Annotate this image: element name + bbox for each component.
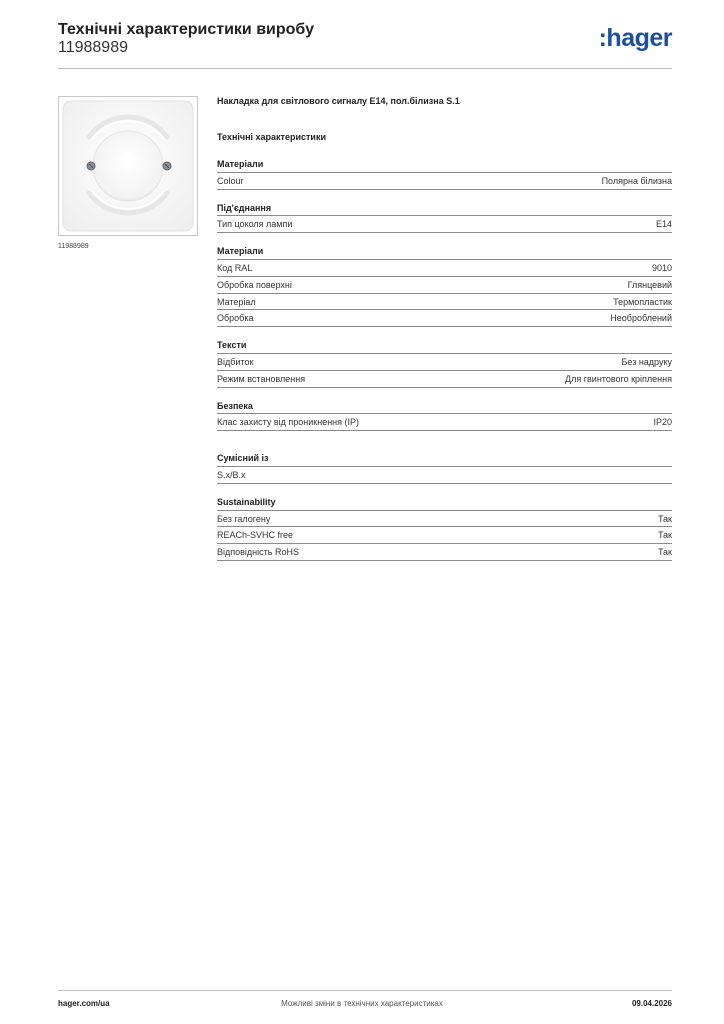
spec-value: Так <box>657 547 672 558</box>
group-title: Матеріали <box>217 159 672 173</box>
spec-row <box>217 277 672 294</box>
spec-value: Глянцевий <box>627 279 672 290</box>
spec-label: Тип цоколя лампи <box>217 219 293 230</box>
spec-heading: Технічні характеристики <box>217 132 326 142</box>
spec-value: Без надруку <box>621 356 672 367</box>
page-title: Технічні характеристики виробу <box>58 21 314 38</box>
product-image <box>58 96 198 236</box>
spec-row <box>217 371 672 388</box>
group-title: Тексти <box>217 340 672 354</box>
spec-row <box>217 527 672 544</box>
group-title: Матеріали <box>217 246 672 260</box>
product-name: Накладка для світлового сигналу E14, пол.білизна S.1 <box>217 96 460 106</box>
footer-date: 09.04.2026 <box>631 999 672 1008</box>
spec-value: Так <box>657 530 672 541</box>
spec-row <box>217 467 672 484</box>
spec-value: Полярна білизна <box>601 175 672 186</box>
group-title: Безпека <box>217 401 672 415</box>
spec-label: Режим встановлення <box>217 373 306 384</box>
spec-row <box>217 310 672 327</box>
spec-label: Клас захисту від проникнення (IP) <box>217 417 360 428</box>
spec-label: Відбиток <box>217 356 254 367</box>
spec-row <box>217 216 672 233</box>
footer-notice: Можливі зміни в технічних характеристиках <box>281 999 443 1008</box>
spec-row <box>217 354 672 371</box>
spec-group-safety <box>217 401 672 432</box>
spec-label: Обробка поверхні <box>217 279 292 290</box>
product-illustration <box>59 97 197 235</box>
spec-label: S.x/B.x <box>217 469 246 480</box>
spec-value: Для гвинтового кріплення <box>565 373 672 384</box>
hager-logo: :hager <box>598 24 672 52</box>
spec-value: Так <box>657 513 672 524</box>
spec-label: Відповідність RoHS <box>217 547 299 558</box>
spec-value: IP20 <box>653 417 672 428</box>
spec-label: Код RAL <box>217 262 253 273</box>
spec-value: E14 <box>655 219 672 230</box>
spec-row <box>217 414 672 431</box>
spec-label: Без галогену <box>217 513 271 524</box>
spec-content <box>217 96 672 561</box>
spec-label: Обробка <box>217 313 254 324</box>
spec-value: Термопластик <box>613 296 672 307</box>
group-title: Сумісний із <box>217 453 672 467</box>
group-title: Під'єднання <box>217 203 672 217</box>
spec-value: Необроблений <box>610 313 672 324</box>
spec-row <box>217 173 672 190</box>
spec-label: Colour <box>217 175 244 186</box>
spec-value: 9010 <box>651 262 672 273</box>
product-number: 11988989 <box>58 39 128 56</box>
spec-row <box>217 294 672 311</box>
spec-group-connection <box>217 203 672 234</box>
spec-group-materials-2 <box>217 246 672 327</box>
spec-group-materials <box>217 159 672 190</box>
spec-group-sustainability <box>217 497 672 561</box>
footer-website-link[interactable]: hager.com/ua <box>58 999 110 1008</box>
spec-group-texts <box>217 340 672 387</box>
spec-row <box>217 260 672 277</box>
spec-row <box>217 511 672 528</box>
spec-label: Матеріал <box>217 296 256 307</box>
footer-divider <box>58 990 672 991</box>
image-caption: 11988989 <box>58 243 89 250</box>
spec-group-compatible <box>217 453 672 484</box>
spec-label: REACh-SVHC free <box>217 530 294 541</box>
spec-row <box>217 544 672 561</box>
header-divider <box>58 68 672 69</box>
group-title: Sustainability <box>217 497 672 511</box>
